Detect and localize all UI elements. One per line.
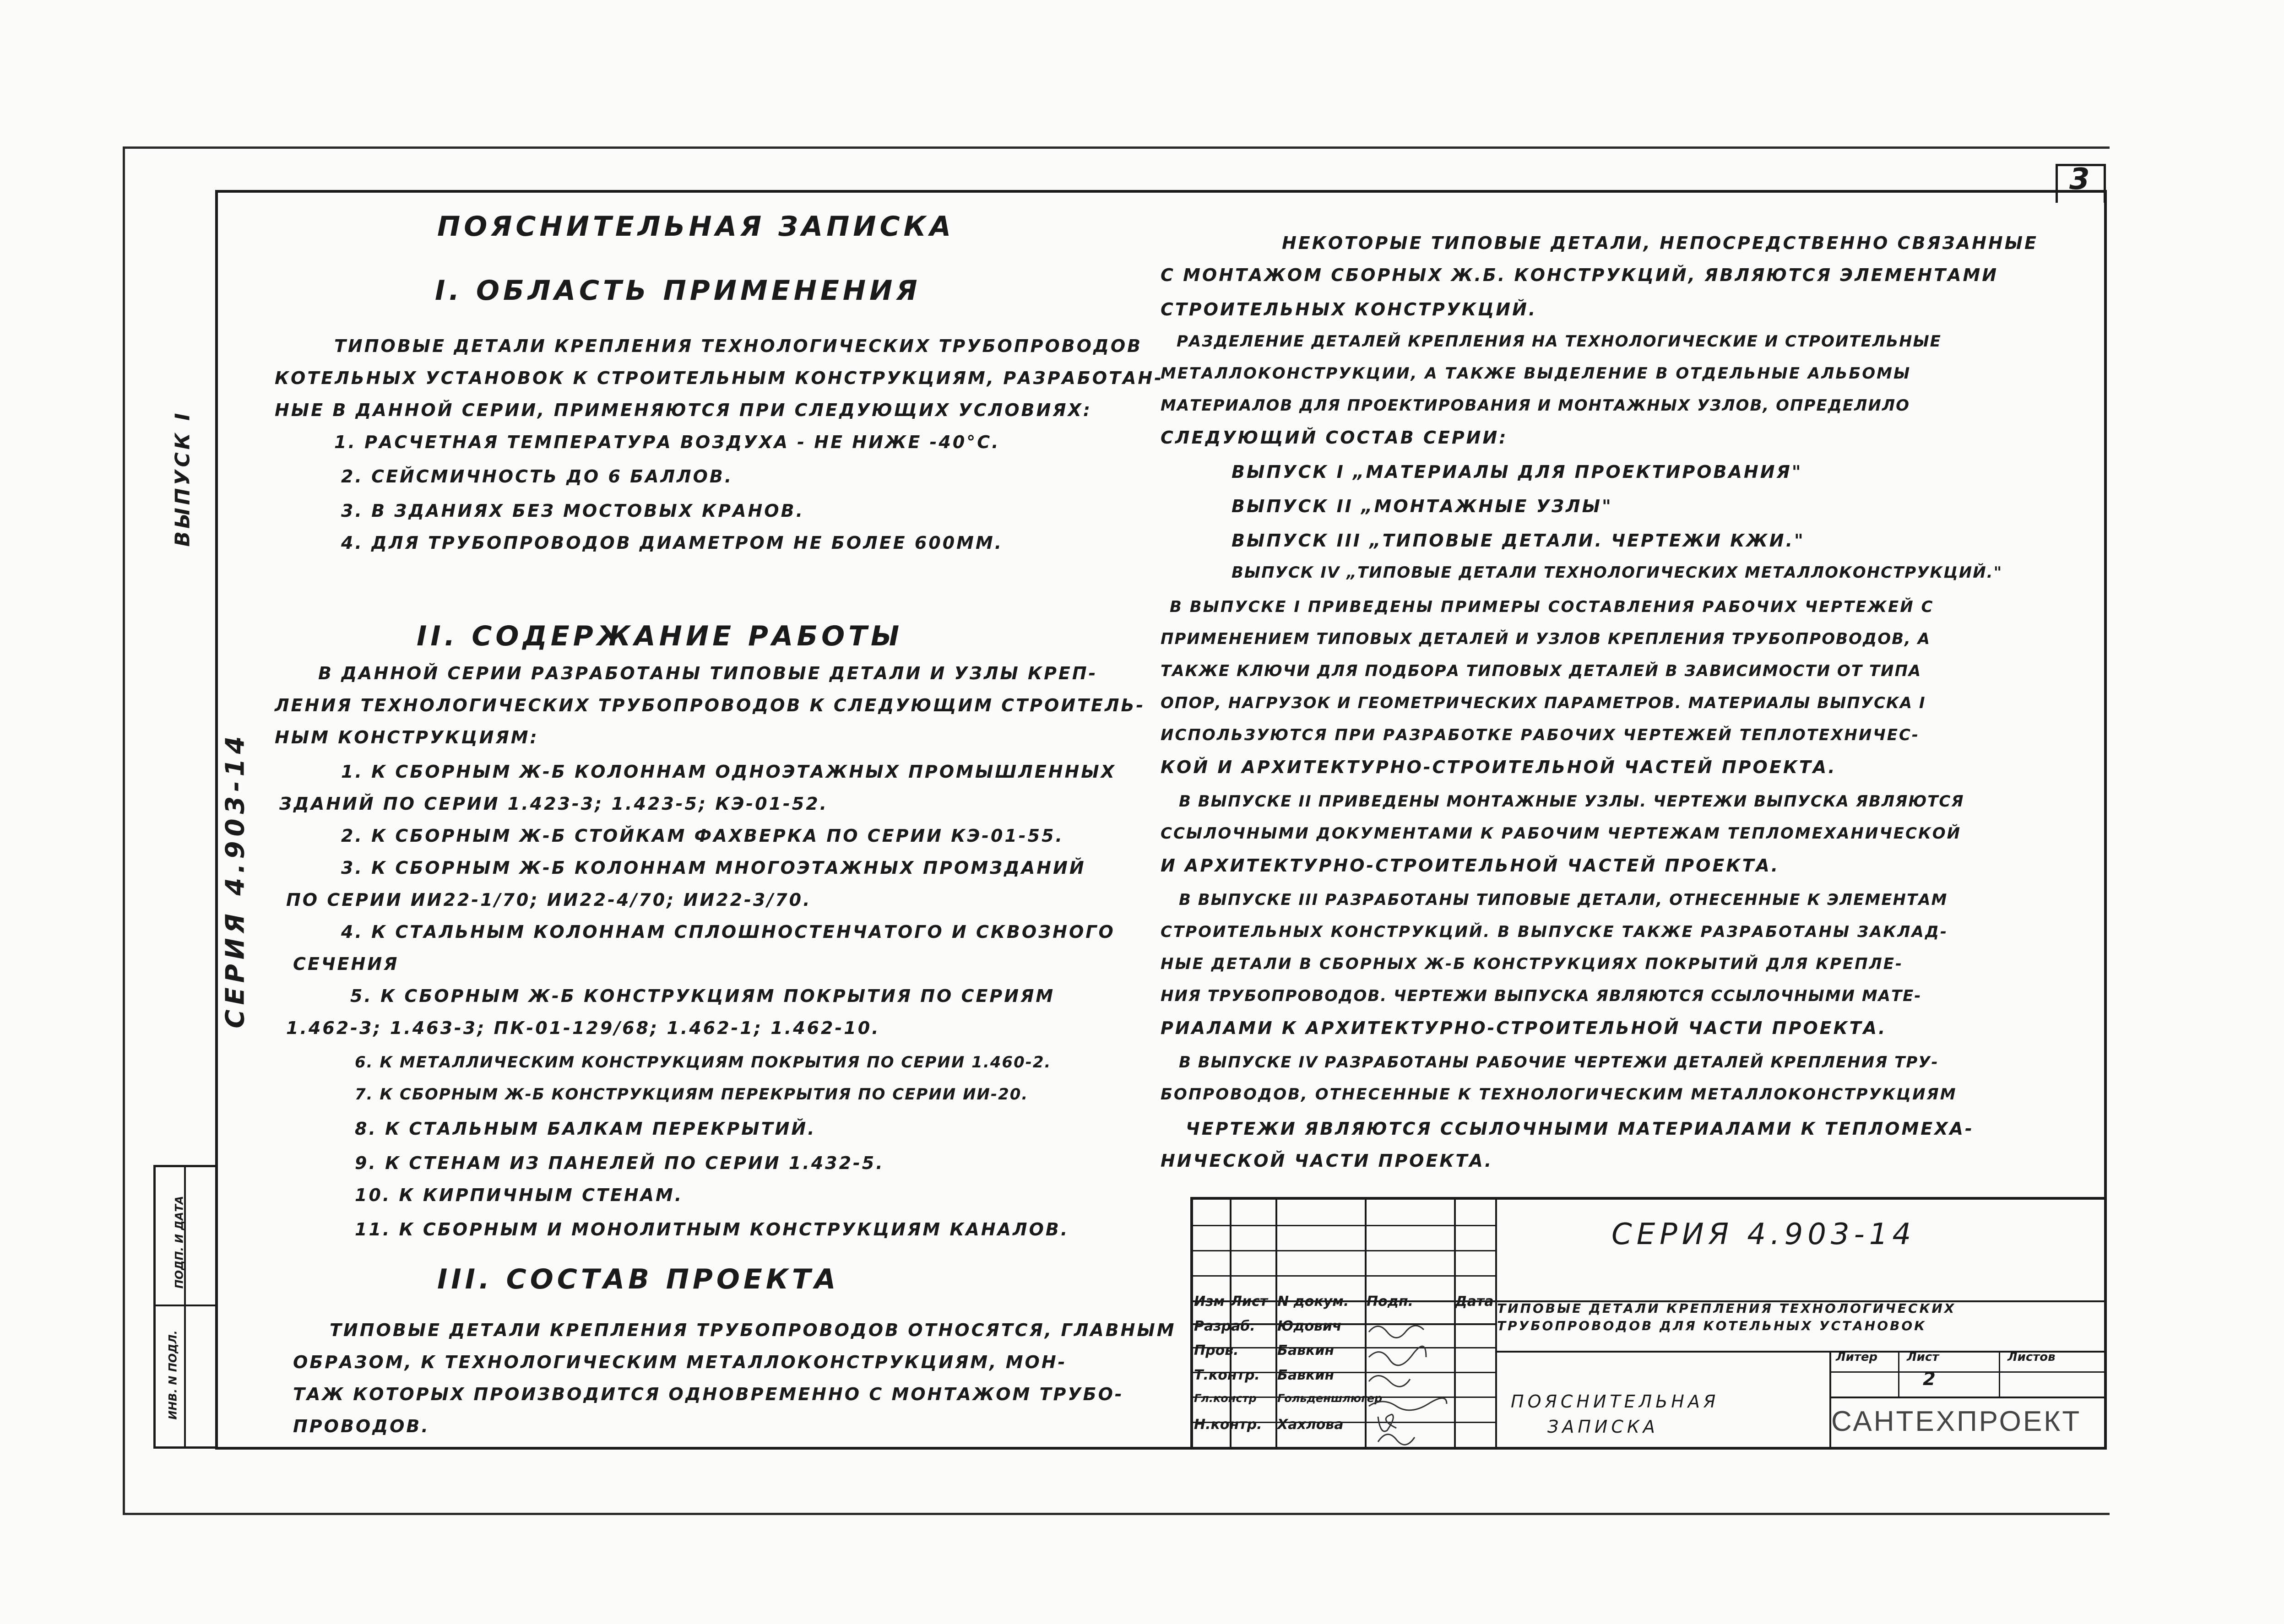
tb-role: Пров. bbox=[1194, 1343, 1239, 1359]
tb-name: Бавкин bbox=[1277, 1367, 1335, 1383]
section1-line: 3. В ЗДАНИЯХ БЕЗ МОСТОВЫХ КРАНОВ. bbox=[341, 501, 805, 521]
tb-role: Гл.констр bbox=[1194, 1392, 1257, 1405]
section1-line: ТИПОВЫЕ ДЕТАЛИ КРЕПЛЕНИЯ ТЕХНОЛОГИЧЕСКИХ ТРУБОПРОВОДОВ bbox=[334, 336, 1143, 356]
section2-line: В ДАННОЙ СЕРИИ РАЗРАБОТАНЫ ТИПОВЫЕ ДЕТАЛИ И УЗЛЫ КРЕП- bbox=[318, 663, 1098, 683]
section2-line: 8. К СТАЛЬНЫМ БАЛКАМ ПЕРЕКРЫТИЙ. bbox=[355, 1119, 816, 1139]
section2-line: 11. К СБОРНЫМ И МОНОЛИТНЫМ КОНСТРУКЦИЯМ КАНАЛОВ. bbox=[355, 1219, 1069, 1240]
right-line: В ВЫПУСКЕ I ПРИВЕДЕНЫ ПРИМЕРЫ СОСТАВЛЕНИЯ РАБОЧИХ ЧЕРТЕЖЕЙ С bbox=[1170, 598, 1934, 616]
right-line: ВЫПУСК III „ТИПОВЫЕ ДЕТАЛИ. ЧЕРТЕЖИ КЖИ." bbox=[1232, 531, 1805, 551]
right-line: КОЙ И АРХИТЕКТУРНО-СТРОИТЕЛЬНОЙ ЧАСТЕЙ ПРОЕКТА. bbox=[1161, 757, 1837, 777]
section1-line: КОТЕЛЬНЫХ УСТАНОВОК К СТРОИТЕЛЬНЫМ КОНСТРУКЦИЯМ, РАЗРАБОТАН- bbox=[275, 368, 1164, 388]
right-line: ВЫПУСК I „МАТЕРИАЛЫ ДЛЯ ПРОЕКТИРОВАНИЯ" bbox=[1232, 462, 1803, 482]
tb-doc-title: ЗАПИСКА bbox=[1547, 1417, 1659, 1437]
right-line: СТРОИТЕЛЬНЫХ КОНСТРУКЦИЙ. bbox=[1161, 299, 1537, 319]
tb-doc-title: ПОЯСНИТЕЛЬНАЯ bbox=[1511, 1391, 1720, 1412]
binding-sign-label: ПОДП. И ДАТА bbox=[173, 1196, 186, 1289]
right-line: НИЧЕСКОЙ ЧАСТИ ПРОЕКТА. bbox=[1161, 1151, 1493, 1171]
section1-line: НЫЕ В ДАННОЙ СЕРИИ, ПРИМЕНЯЮТСЯ ПРИ СЛЕДУЮЩИХ УСЛОВИЯХ: bbox=[275, 400, 1092, 420]
signatures-graphic bbox=[1364, 1318, 1451, 1446]
tb-header-list: Лист bbox=[1231, 1294, 1268, 1310]
page-number: 3 bbox=[2069, 162, 2090, 196]
right-line: МЕТАЛЛОКОНСТРУКЦИИ, А ТАКЖЕ ВЫДЕЛЕНИЕ В ОТДЕЛЬНЫЕ АЛЬБОМЫ bbox=[1161, 364, 1911, 383]
section2-line: 6. К МЕТАЛЛИЧЕСКИМ КОНСТРУКЦИЯМ ПОКРЫТИЯ ПО СЕРИИ 1.460-2. bbox=[355, 1053, 1052, 1072]
right-line: В ВЫПУСКЕ II ПРИВЕДЕНЫ МОНТАЖНЫЕ УЗЛЫ. ЧЕРТЕЖИ ВЫПУСКА ЯВЛЯЮТСЯ bbox=[1179, 792, 1964, 811]
right-line: БОПРОВОДОВ, ОТНЕСЕННЫЕ К ТЕХНОЛОГИЧЕСКИМ МЕТАЛЛОКОНСТРУКЦИЯМ bbox=[1161, 1085, 1957, 1104]
right-line: И АРХИТЕКТУРНО-СТРОИТЕЛЬНОЙ ЧАСТЕЙ ПРОЕКТА. bbox=[1161, 855, 1780, 876]
right-line: ОПОР, НАГРУЗОК И ГЕОМЕТРИЧЕСКИХ ПАРАМЕТРОВ. МАТЕРИАЛЫ ВЫПУСКА I bbox=[1161, 694, 1926, 712]
right-line: РАЗДЕЛЕНИЕ ДЕТАЛЕЙ КРЕПЛЕНИЯ НА ТЕХНОЛОГИЧЕСКИЕ И СТРОИТЕЛЬНЫЕ bbox=[1177, 332, 1942, 351]
right-line: СТРОИТЕЛЬНЫХ КОНСТРУКЦИЙ. В ВЫПУСКЕ ТАКЖЕ РАЗРАБОТАНЫ ЗАКЛАД- bbox=[1161, 923, 1948, 941]
tb-header-sign: Подп. bbox=[1367, 1294, 1414, 1310]
section3-line: ПРОВОДОВ. bbox=[293, 1416, 430, 1436]
section1-heading: I. ОБЛАСТЬ ПРИМЕНЕНИЯ bbox=[435, 275, 921, 307]
section2-line: 7. К СБОРНЫМ Ж-Б КОНСТРУКЦИЯМ ПЕРЕКРЫТИЯ ПО СЕРИИ ИИ-20. bbox=[355, 1085, 1029, 1104]
right-line: В ВЫПУСКЕ III РАЗРАБОТАНЫ ТИПОВЫЕ ДЕТАЛИ, ОТНЕСЕННЫЕ К ЭЛЕМЕНТАМ bbox=[1179, 891, 1948, 909]
title-block-description: ТРУБОПРОВОДОВ ДЛЯ КОТЕЛЬНЫХ УСТАНОВОК bbox=[1497, 1318, 1927, 1333]
tb-name: Бавкин bbox=[1277, 1343, 1335, 1359]
tb-stage-label: Литер bbox=[1836, 1350, 1878, 1364]
title-block-description: ТИПОВЫЕ ДЕТАЛИ КРЕПЛЕНИЯ ТЕХНОЛОГИЧЕСКИХ bbox=[1497, 1301, 1956, 1316]
section3-heading: III. СОСТАВ ПРОЕКТА bbox=[437, 1263, 840, 1295]
right-line: ВЫПУСК II „МОНТАЖНЫЕ УЗЛЫ" bbox=[1232, 496, 1613, 516]
page-title: ПОЯСНИТЕЛЬНАЯ ЗАПИСКА bbox=[437, 211, 955, 243]
section1-line: 1. РАСЧЕТНАЯ ТЕМПЕРАТУРА ВОЗДУХА - НЕ НИЖЕ -40°С. bbox=[334, 432, 1000, 452]
tb-header-doc: N докум. bbox=[1277, 1294, 1349, 1310]
tb-name: Юдович bbox=[1277, 1318, 1342, 1334]
tb-role: Н.контр. bbox=[1194, 1417, 1262, 1433]
section2-line: 5. К СБОРНЫМ Ж-Б КОНСТРУКЦИЯМ ПОКРЫТИЯ ПО СЕРИЯМ bbox=[350, 986, 1055, 1006]
tb-header-date: Дата bbox=[1455, 1294, 1494, 1310]
section2-line: ЛЕНИЯ ТЕХНОЛОГИЧЕСКИХ ТРУБОПРОВОДОВ К СЛЕДУЮЩИМ СТРОИТЕЛЬ- bbox=[275, 695, 1145, 715]
section2-line: ЗДАНИЙ ПО СЕРИИ 1.423-3; 1.423-5; КЭ-01-52. bbox=[279, 794, 829, 814]
right-line: СЛЕДУЮЩИЙ СОСТАВ СЕРИИ: bbox=[1161, 428, 1508, 448]
margin-series-label: СЕРИЯ 4.903-14 bbox=[220, 731, 250, 1029]
title-block-series: СЕРИЯ 4.903-14 bbox=[1611, 1218, 1916, 1251]
section2-line: СЕЧЕНИЯ bbox=[293, 954, 399, 974]
margin-release-label: ВЫПУСК I bbox=[171, 410, 195, 547]
tb-organization: САНТЕХПРОЕКТ bbox=[1831, 1406, 2082, 1437]
section3-line: ОБРАЗОМ, К ТЕХНОЛОГИЧЕСКИМ МЕТАЛЛОКОНСТРУКЦИЯМ, МОН- bbox=[293, 1352, 1067, 1372]
right-line: РИАЛАМИ К АРХИТЕКТУРНО-СТРОИТЕЛЬНОЙ ЧАСТИ ПРОЕКТА. bbox=[1161, 1018, 1887, 1038]
binding-inventory-label: ИНВ. N ПОДЛ. bbox=[166, 1330, 179, 1420]
section2-line: 2. К СБОРНЫМ Ж-Б СТОЙКАМ ФАХВЕРКА ПО СЕРИИ КЭ-01-55. bbox=[341, 826, 1064, 846]
section1-line: 2. СЕЙСМИЧНОСТЬ ДО 6 БАЛЛОВ. bbox=[341, 466, 733, 487]
right-line: НЕКОТОРЫЕ ТИПОВЫЕ ДЕТАЛИ, НЕПОСРЕДСТВЕННО СВЯЗАННЫЕ bbox=[1282, 233, 2039, 253]
section1-line: 4. ДЛЯ ТРУБОПРОВОДОВ ДИАМЕТРОМ НЕ БОЛЕЕ 600ММ. bbox=[341, 533, 1004, 553]
right-line: С МОНТАЖОМ СБОРНЫХ Ж.Б. КОНСТРУКЦИЙ, ЯВЛЯЮТСЯ ЭЛЕМЕНТАМИ bbox=[1161, 265, 1999, 285]
right-line: ЧЕРТЕЖИ ЯВЛЯЮТСЯ ССЫЛОЧНЫМИ МАТЕРИАЛАМИ К ТЕПЛОМЕХА- bbox=[1186, 1119, 1974, 1139]
section2-line: НЫМ КОНСТРУКЦИЯМ: bbox=[275, 727, 539, 747]
tb-name: Гольденшлюгер bbox=[1277, 1392, 1383, 1405]
tb-sheets-label: Листов bbox=[2007, 1350, 2056, 1364]
tb-name: Хахлова bbox=[1277, 1417, 1344, 1433]
section3-line: ТИПОВЫЕ ДЕТАЛИ КРЕПЛЕНИЯ ТРУБОПРОВОДОВ ОТНОСЯТСЯ, ГЛАВНЫМ bbox=[330, 1320, 1176, 1340]
tb-sheet-label: Лист bbox=[1907, 1350, 1939, 1364]
right-line: ИСПОЛЬЗУЮТСЯ ПРИ РАЗРАБОТКЕ РАБОЧИХ ЧЕРТЕЖЕЙ ТЕПЛОТЕХНИЧЕС- bbox=[1161, 726, 1920, 744]
right-line: В ВЫПУСКЕ IV РАЗРАБОТАНЫ РАБОЧИЕ ЧЕРТЕЖИ ДЕТАЛЕЙ КРЕПЛЕНИЯ ТРУ- bbox=[1179, 1053, 1939, 1072]
section2-line: 1.462-3; 1.463-3; ПК-01-129/68; 1.462-1; 1.462-10. bbox=[286, 1018, 880, 1038]
section2-heading: II. СОДЕРЖАНИЕ РАБОТЫ bbox=[417, 620, 903, 652]
right-line: ССЫЛОЧНЫМИ ДОКУМЕНТАМИ К РАБОЧИМ ЧЕРТЕЖАМ ТЕПЛОМЕХАНИЧЕСКОЙ bbox=[1161, 824, 1962, 843]
right-line: МАТЕРИАЛОВ ДЛЯ ПРОЕКТИРОВАНИЯ И МОНТАЖНЫХ УЗЛОВ, ОПРЕДЕЛИЛО bbox=[1161, 396, 1910, 415]
section2-line: 3. К СБОРНЫМ Ж-Б КОЛОННАМ МНОГОЭТАЖНЫХ ПРОМЗДАНИЙ bbox=[341, 858, 1086, 878]
section2-line: 4. К СТАЛЬНЫМ КОЛОННАМ СПЛОШНОСТЕНЧАТОГО И СКВОЗНОГО bbox=[341, 922, 1115, 942]
tb-role: Т.контр. bbox=[1194, 1367, 1260, 1383]
right-line: ВЫПУСК IV „ТИПОВЫЕ ДЕТАЛИ ТЕХНОЛОГИЧЕСКИХ МЕТАЛЛОКОНСТРУКЦИЙ." bbox=[1232, 563, 2003, 582]
right-line: НИЯ ТРУБОПРОВОДОВ. ЧЕРТЕЖИ ВЫПУСКА ЯВЛЯЮТСЯ ССЫЛОЧНЫМИ МАТЕ- bbox=[1161, 987, 1922, 1005]
right-line: ПРИМЕНЕНИЕМ ТИПОВЫХ ДЕТАЛЕЙ И УЗЛОВ КРЕПЛЕНИЯ ТРУБОПРОВОДОВ, А bbox=[1161, 630, 1931, 648]
tb-header-izm: Изм bbox=[1194, 1294, 1225, 1310]
tb-role: Разраб. bbox=[1194, 1318, 1255, 1334]
section2-line: ПО СЕРИИ ИИ22-1/70; ИИ22-4/70; ИИ22-3/70. bbox=[286, 890, 812, 910]
right-line: НЫЕ ДЕТАЛИ В СБОРНЫХ Ж-Б КОНСТРУКЦИЯХ ПОКРЫТИЙ ДЛЯ КРЕПЛЕ- bbox=[1161, 955, 1904, 973]
section2-line: 9. К СТЕНАМ ИЗ ПАНЕЛЕЙ ПО СЕРИИ 1.432-5. bbox=[355, 1153, 884, 1173]
right-line: ТАКЖЕ КЛЮЧИ ДЛЯ ПОДБОРА ТИПОВЫХ ДЕТАЛЕЙ В ЗАВИСИМОСТИ ОТ ТИПА bbox=[1161, 662, 1922, 680]
section2-line: 1. К СБОРНЫМ Ж-Б КОЛОННАМ ОДНОЭТАЖНЫХ ПРОМЫШЛЕННЫХ bbox=[341, 762, 1116, 782]
tb-sheet-value: 2 bbox=[1923, 1369, 1936, 1390]
section3-line: ТАЖ КОТОРЫХ ПРОИЗВОДИТСЯ ОДНОВРЕМЕННО С МОНТАЖОМ ТРУБО- bbox=[293, 1384, 1124, 1404]
section2-line: 10. К КИРПИЧНЫМ СТЕНАМ. bbox=[355, 1185, 684, 1205]
